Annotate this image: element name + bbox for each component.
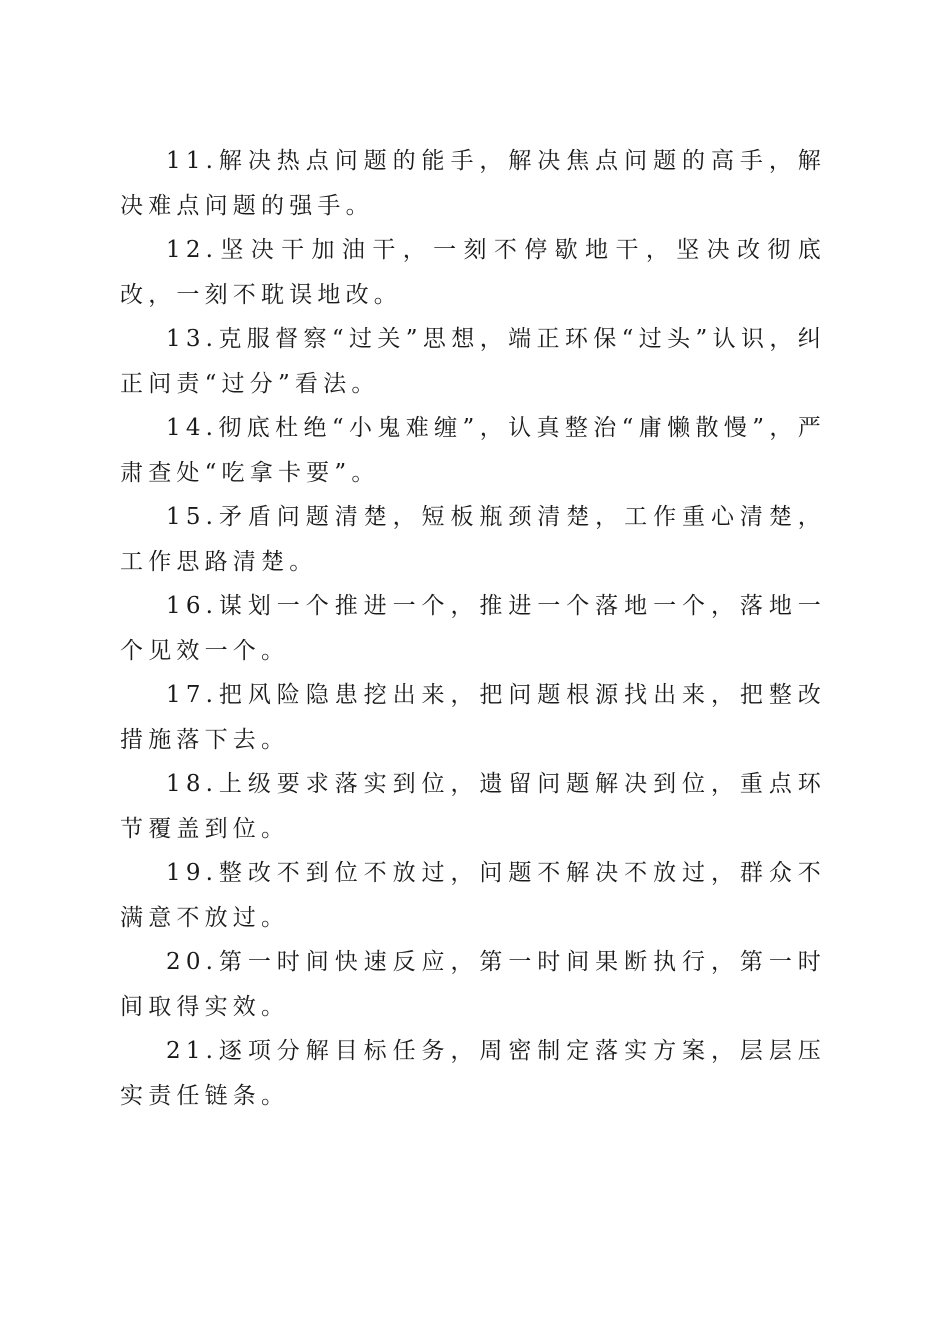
list-item: 18.上级要求落实到位，遗留问题解决到位，重点环节覆盖到位。 bbox=[120, 771, 826, 842]
list-item: 21.逐项分解目标任务，周密制定落实方案，层层压实责任链条。 bbox=[120, 1038, 826, 1109]
list-item: 17.把风险隐患挖出来，把问题根源找出来，把整改措施落下去。 bbox=[120, 682, 826, 753]
list-item: 15.矛盾问题清楚，短板瓶颈清楚，工作重心清楚，工作思路清楚。 bbox=[120, 504, 826, 575]
document-body bbox=[120, 139, 826, 1118]
list-item: 14.彻底杜绝“小鬼难缠”，认真整治“庸懒散慢”，严肃查处“吃拿卡要”。 bbox=[120, 415, 826, 486]
list-item: 16.谋划一个推进一个，推进一个落地一个，落地一个见效一个。 bbox=[120, 593, 826, 664]
list-item: 12.坚决干加油干，一刻不停歇地干，坚决改彻底改，一刻不耽误地改。 bbox=[120, 237, 826, 308]
list-item: 11.解决热点问题的能手，解决焦点问题的高手，解决难点问题的强手。 bbox=[120, 148, 826, 219]
list-item: 13.克服督察“过关”思想，端正环保“过头”认识，纠正问责“过分”看法。 bbox=[120, 326, 826, 397]
list-item: 20.第一时间快速反应，第一时间果断执行，第一时间取得实效。 bbox=[120, 949, 826, 1020]
list-item: 19.整改不到位不放过，问题不解决不放过，群众不满意不放过。 bbox=[120, 860, 826, 931]
